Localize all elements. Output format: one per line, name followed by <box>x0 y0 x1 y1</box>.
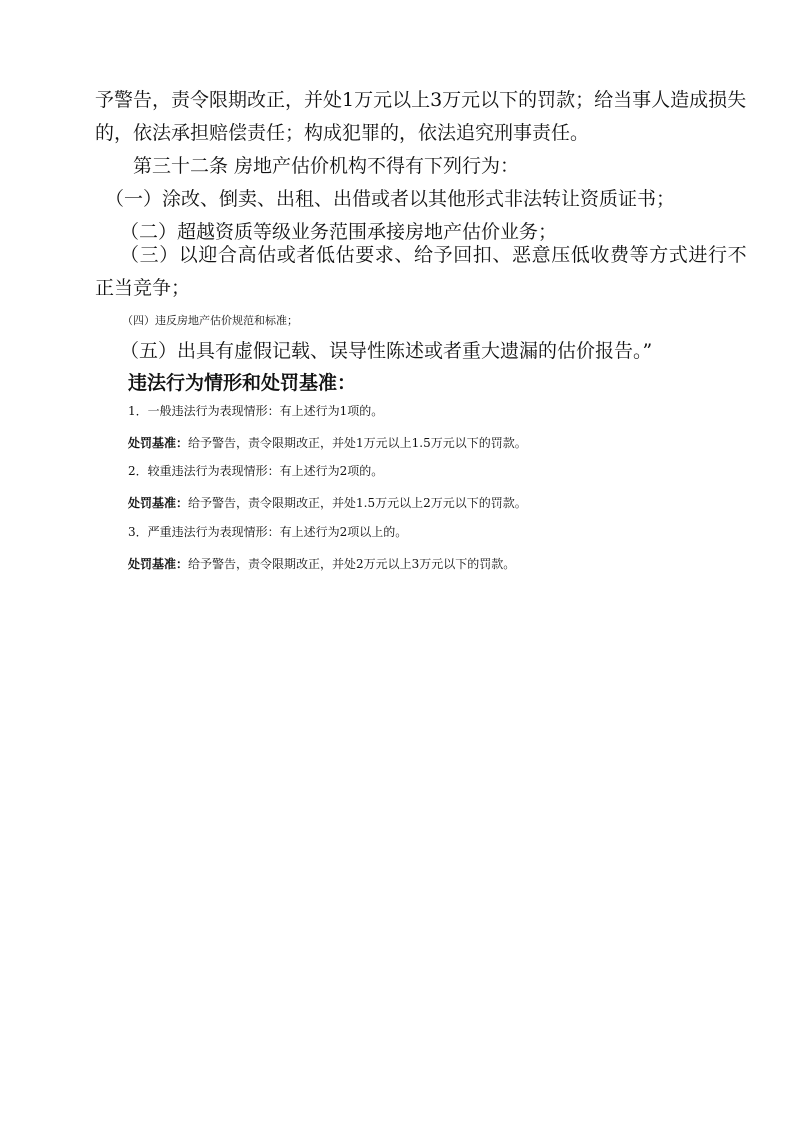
case-1-penalty <box>128 434 527 450</box>
penalty-text: 给予警告，责令限期改正，并处1.5万元以上2万元以下的罚款。 <box>188 496 527 510</box>
paragraph-continuation-line-1: 予警告，责令限期改正，并处1万元以上3万元以下的罚款；给当事人造成损失 <box>95 89 747 111</box>
penalty-section-heading: 违法行为情形和处罚基准： <box>128 372 357 394</box>
case-1-situation: 1．一般违法行为表现情形：有上述行为1项的。 <box>128 404 384 418</box>
penalty-text: 给予警告，责令限期改正，并处1万元以上1.5万元以下的罚款。 <box>188 436 527 450</box>
case-3-situation: 3．严重违法行为表现情形：有上述行为2项以上的。 <box>128 525 408 539</box>
list-item-5: （五）出具有虚假记载、误导性陈述或者重大遗漏的估价报告。” <box>120 340 653 362</box>
list-item-3-line-2: 正当竞争； <box>95 277 191 299</box>
list-item-4: （四）违反房地产估价规范和标准； <box>122 314 298 327</box>
penalty-text: 给予警告，责令限期改正，并处2万元以上3万元以下的罚款。 <box>188 557 516 571</box>
penalty-label: 处罚基准： <box>128 496 189 510</box>
penalty-label: 处罚基准： <box>128 436 189 450</box>
article-32-heading: 第三十二条 房地产估价机构不得有下列行为： <box>133 155 520 177</box>
paragraph-continuation-line-2: 的，依法承担赔偿责任；构成犯罪的，依法追究刑事责任。 <box>95 122 590 144</box>
case-2-situation: 2．较重违法行为表现情形：有上述行为2项的。 <box>128 464 384 478</box>
penalty-label: 处罚基准： <box>128 557 189 571</box>
list-item-3-line-1: （三）以迎合高估或者低估要求、给予回扣、恶意压低收费等方式进行不 <box>120 244 748 266</box>
list-item-2: （二）超越资质等级业务范围承接房地产估价业务； <box>120 221 558 243</box>
case-3-penalty <box>128 555 515 571</box>
case-2-penalty <box>128 494 527 510</box>
list-item-1: （一）涂改、倒卖、出租、出借或者以其他形式非法转让资质证书； <box>105 188 676 210</box>
